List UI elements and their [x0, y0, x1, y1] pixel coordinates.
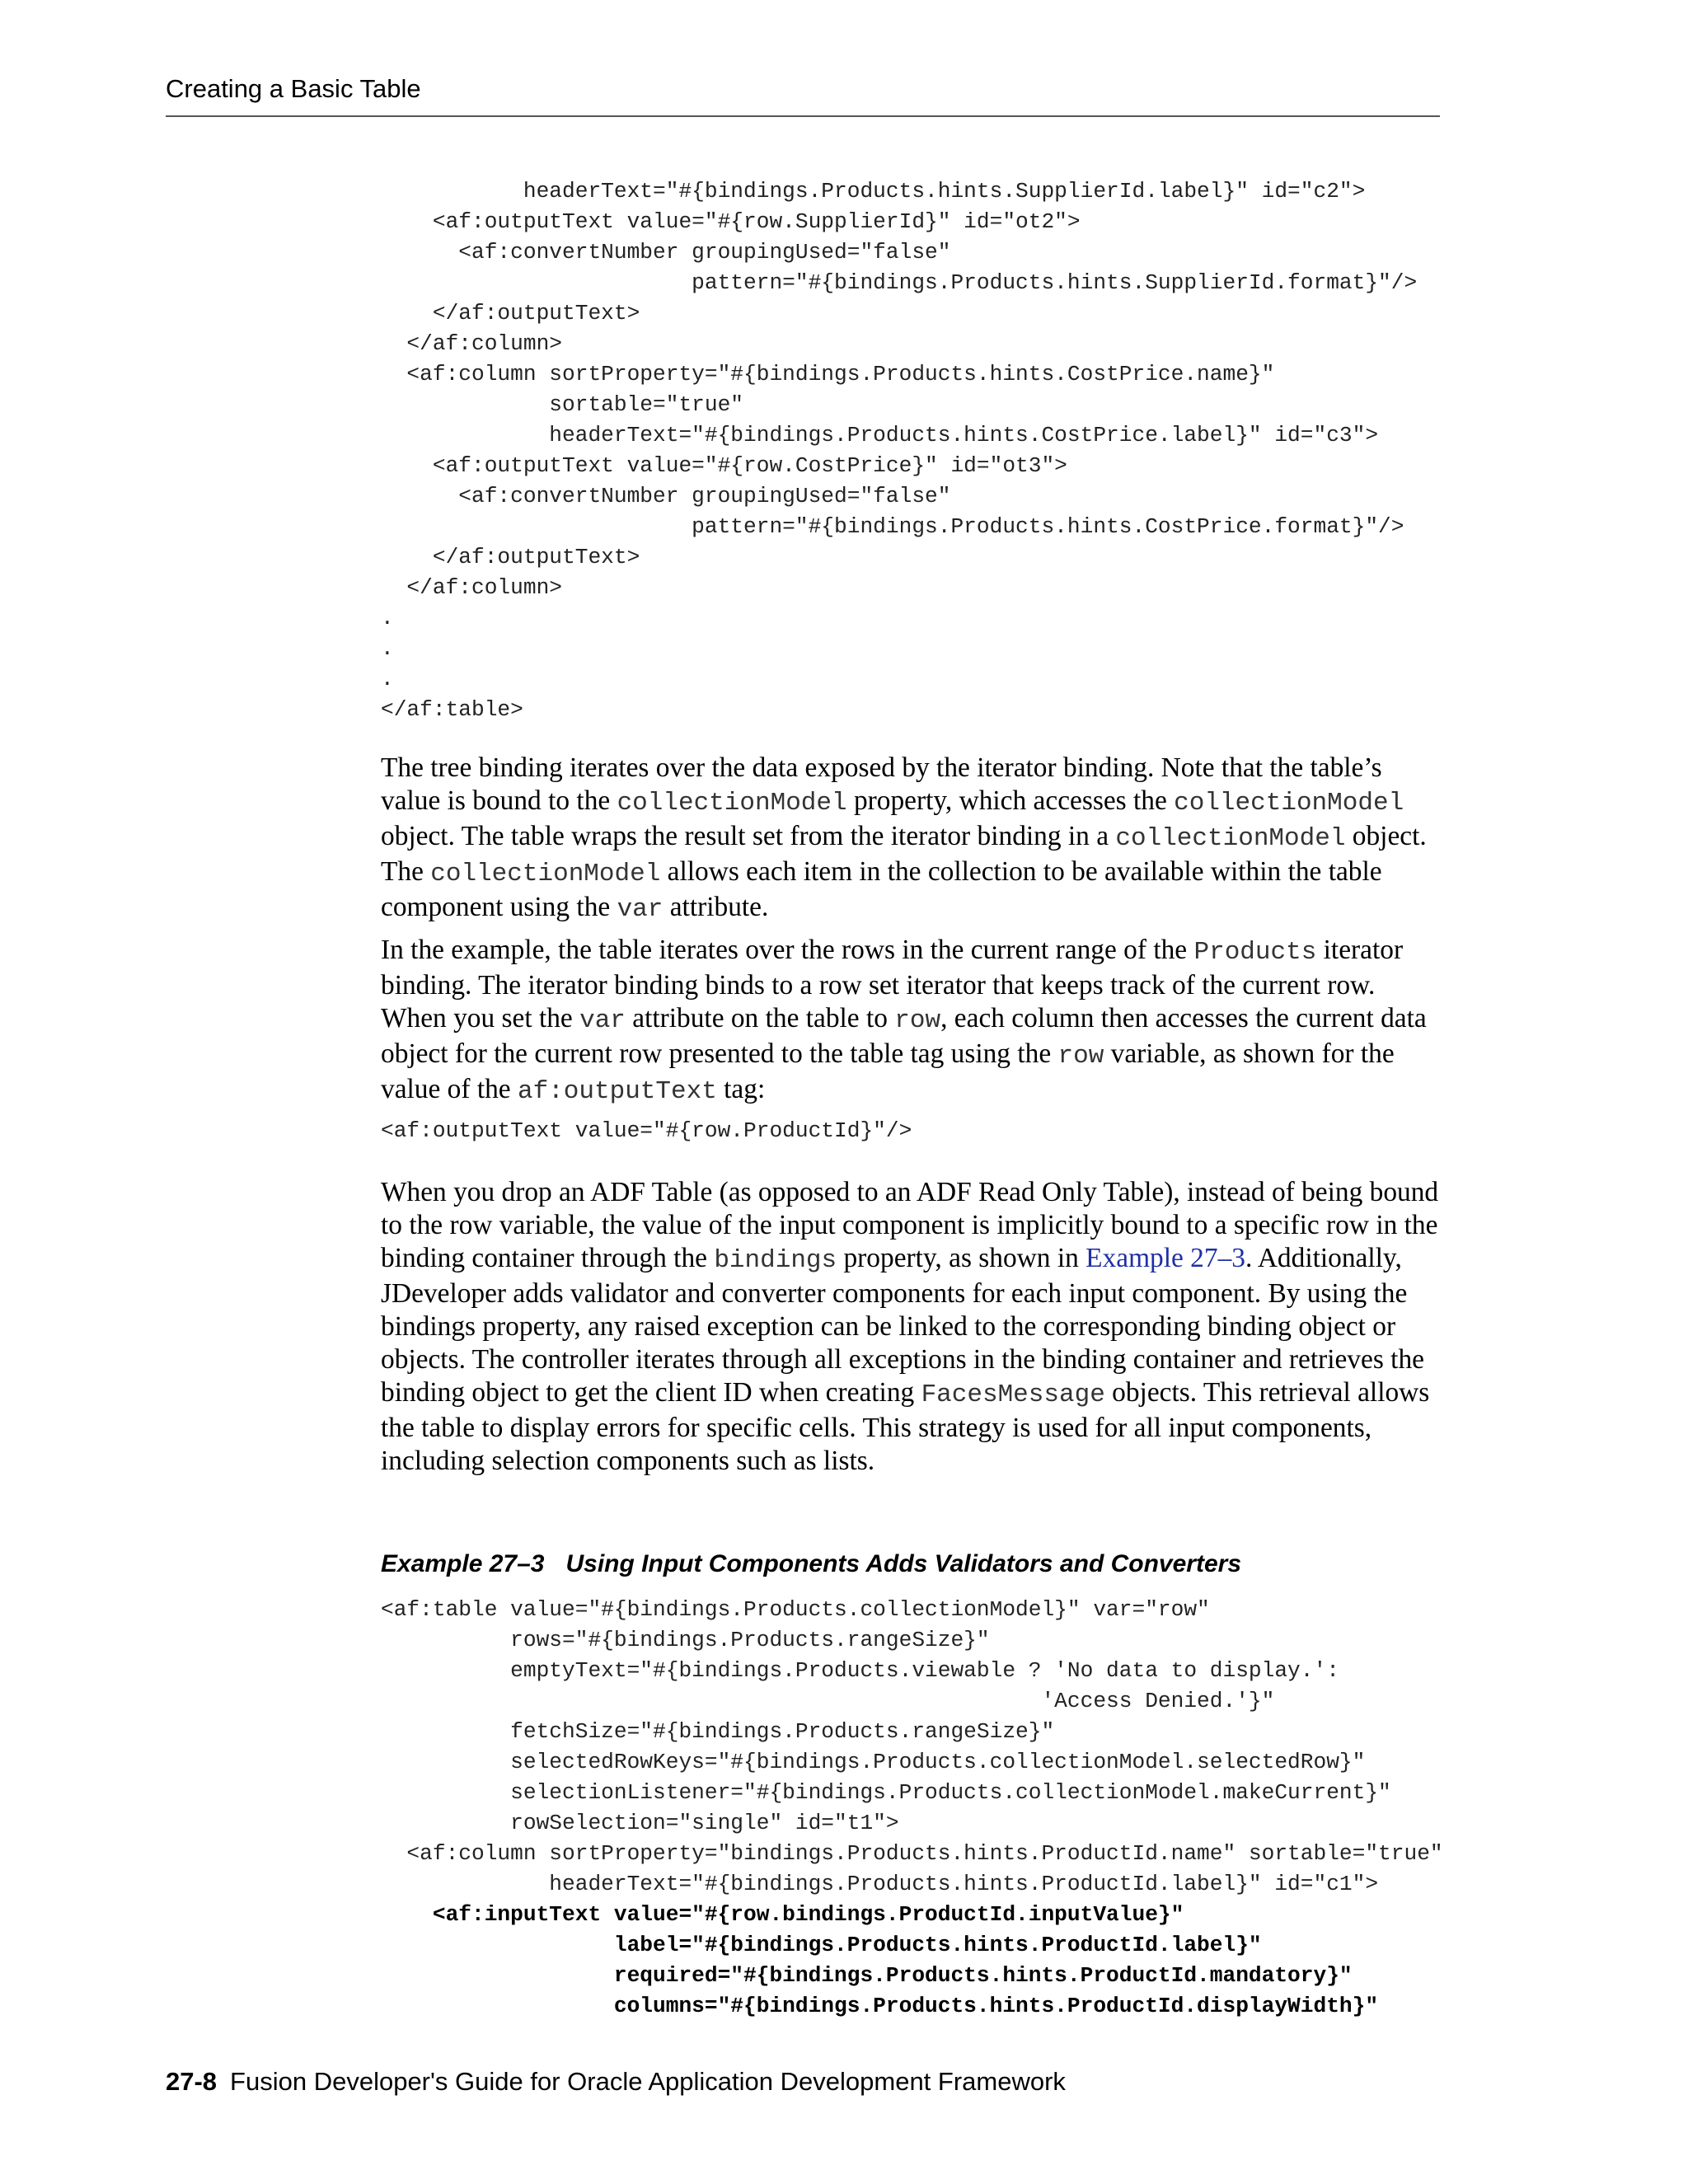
code-line: pattern="#{bindings.Products.hints.SupplierId.format}"/> — [381, 270, 1418, 295]
code-line: </af:table> — [381, 697, 523, 722]
code-line: pattern="#{bindings.Products.hints.CostPrice.format}"/> — [381, 514, 1404, 539]
running-header: Creating a Basic Table — [166, 74, 421, 103]
inline-code: FacesMessage — [921, 1380, 1105, 1409]
code-line: <af:convertNumber groupingUsed="false" — [381, 240, 951, 265]
code-ellipsis-line: . — [381, 636, 394, 661]
paragraph-adf-table — [381, 1176, 1444, 1478]
code-line-bold: label="#{bindings.Products.hints.ProductId.label}" — [381, 1933, 1262, 1957]
body-text: property, which accesses the — [846, 785, 1175, 816]
code-line-bold: <af:inputText value="#{row.bindings.ProductId.inputValue}" — [381, 1902, 1184, 1927]
inline-code: Products — [1193, 938, 1317, 967]
body-text: , each column then accesses the current data object for the current row presented to the table tag using the — [381, 1003, 1427, 1069]
inline-code: row — [894, 1006, 941, 1035]
page-footer — [166, 2067, 1066, 2097]
body-text: object. The table wraps the result set from the iterator binding in a — [381, 821, 1116, 851]
inline-code: collectionModel — [1174, 789, 1404, 818]
code-ellipsis-line: . — [381, 667, 394, 691]
paragraph-iterator — [381, 934, 1444, 1108]
example-27-3-link[interactable]: Example 27–3 — [1085, 1243, 1245, 1273]
code-line: selectionListener="#{bindings.Products.collectionModel.makeCurrent}" — [381, 1780, 1391, 1805]
paragraph-tree-binding — [381, 752, 1444, 926]
page-number: 27-8 — [166, 2067, 218, 2096]
code-line: </af:outputText> — [381, 301, 640, 326]
code-line: emptyText="#{bindings.Products.viewable ? 'No data to display.': — [381, 1658, 1339, 1683]
code-line: rowSelection="single" id="t1"> — [381, 1811, 899, 1835]
inline-code: collectionModel — [1115, 824, 1346, 853]
inline-code: collectionModel — [430, 860, 661, 888]
code-line: <af:outputText value="#{row.CostPrice}" id="ot3"> — [381, 453, 1067, 478]
code-line: </af:outputText> — [381, 545, 640, 569]
body-text: The tree binding iterates over the data exposed by the iterator binding. Note that the table’s value is bound to the — [381, 752, 1382, 816]
inline-code: var — [617, 895, 663, 924]
body-text: . Additionally, JDeveloper adds validator and converter components for each input component. By using the bindings property, any raised exception can be linked to the corresponding binding object or objects. The controller iterates through all exceptions in the binding container and retrieves the binding object to get the client ID when creating — [381, 1243, 1424, 1408]
header-divider — [166, 115, 1440, 117]
example-label: Example 27–3 — [381, 1550, 545, 1577]
code-block-example — [381, 1595, 1443, 2022]
body-text: When you drop an ADF Table (as opposed to an ADF Read Only Table), instead of being bound to the row variable, the value of the input component is implicitly bound to a specific row in the binding container through the — [381, 1177, 1439, 1273]
body-text: attribute on the table to — [625, 1003, 895, 1033]
example-caption — [381, 1550, 1241, 1578]
code-line: rows="#{bindings.Products.rangeSize}" — [381, 1628, 990, 1652]
body-text: iterator binding. The iterator binding binds to a row set iterator that keeps track of the current row. When you set the — [381, 935, 1404, 1033]
code-ellipsis-line: . — [381, 606, 394, 630]
inline-code: var — [579, 1006, 626, 1035]
example-title: Using Input Components Adds Validators and Converters — [565, 1550, 1242, 1577]
code-line-bold: columns="#{bindings.Products.hints.ProductId.displayWidth}" — [381, 1994, 1379, 2018]
code-line: headerText="#{bindings.Products.hints.CostPrice.label}" id="c3"> — [381, 423, 1379, 448]
body-text: objects. This retrieval allows the table to display errors for specific cells. This strategy is used for all input components, including selection components such as lists. — [381, 1377, 1430, 1476]
code-line: <af:column sortProperty="#{bindings.Products.hints.CostPrice.name}" — [381, 362, 1275, 387]
body-text: tag: — [716, 1074, 766, 1104]
body-text: In the example, the table iterates over the rows in the current range of the — [381, 935, 1194, 965]
inline-code: bindings — [714, 1246, 837, 1275]
inline-code: row — [1057, 1042, 1104, 1071]
body-text: allows each item in the collection to be available within the table component using the — [381, 856, 1382, 922]
code-line-bold: required="#{bindings.Products.hints.ProductId.mandatory}" — [381, 1963, 1353, 1988]
code-line: headerText="#{bindings.Products.hints.ProductId.label}" id="c1"> — [381, 1872, 1379, 1896]
code-line: </af:column> — [381, 331, 563, 356]
code-line: <af:convertNumber groupingUsed="false" — [381, 484, 951, 509]
code-line: sortable="true" — [381, 392, 744, 417]
body-text: variable, as shown for the value of the — [381, 1038, 1395, 1104]
code-line: <af:table value="#{bindings.Products.collectionModel}" var="row" — [381, 1597, 1210, 1622]
code-line: fetchSize="#{bindings.Products.rangeSize}" — [381, 1719, 1055, 1744]
inline-code: af:outputText — [517, 1077, 717, 1106]
code-block-columns — [381, 176, 1417, 725]
inline-code: collectionModel — [617, 789, 847, 818]
body-text: object. The — [381, 821, 1427, 887]
code-line: 'Access Denied.'}" — [381, 1689, 1275, 1713]
code-line: selectedRowKeys="#{bindings.Products.collectionModel.selectedRow}" — [381, 1750, 1366, 1774]
code-snippet-outputtext: <af:outputText value="#{row.ProductId}"/> — [381, 1118, 912, 1143]
code-line: headerText="#{bindings.Products.hints.SupplierId.label}" id="c2"> — [381, 179, 1366, 204]
code-line: </af:column> — [381, 575, 563, 600]
book-title: Fusion Developer's Guide for Oracle Application Development Framework — [230, 2067, 1066, 2096]
body-text: property, as shown in — [837, 1243, 1086, 1273]
body-text: attribute. — [663, 892, 769, 922]
code-line: <af:outputText value="#{row.SupplierId}" id="ot2"> — [381, 209, 1081, 234]
code-line: <af:column sortProperty="bindings.Products.hints.ProductId.name" sortable="true" — [381, 1841, 1443, 1866]
